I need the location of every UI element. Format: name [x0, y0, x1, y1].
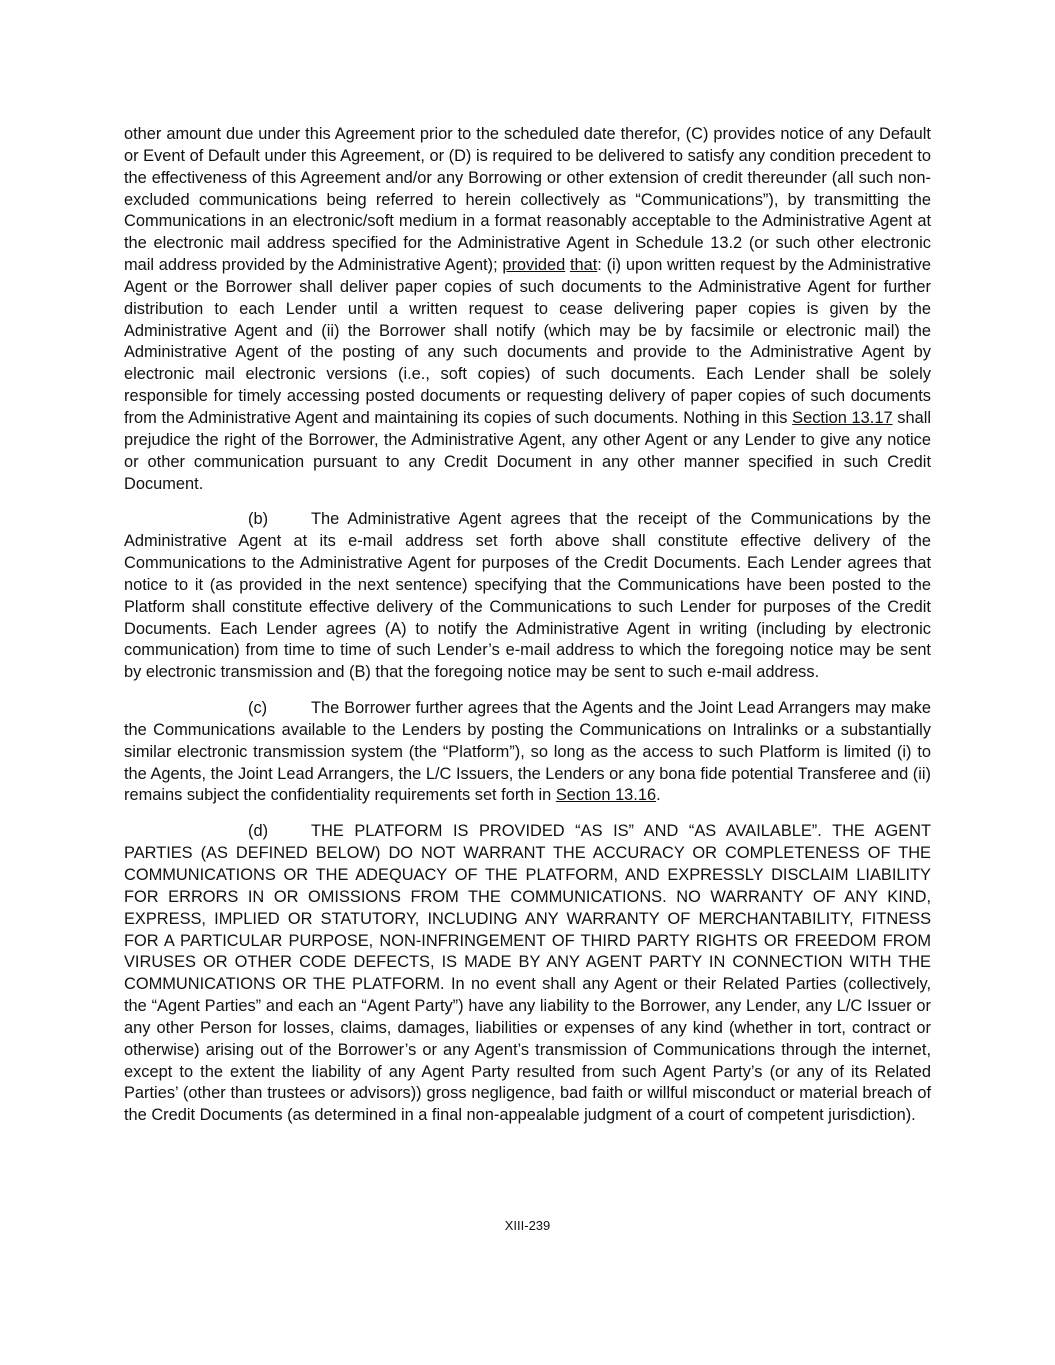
that-term: that [569, 256, 598, 275]
paragraph-c [124, 698, 931, 807]
paragraph-text: : (i) upon written request by the Administrative Agent or the Borrower shall deliver paper copies of such documents to the Administrative Agent for further distribution to each Lender until a written request to cease delivering paper copies is given by the Administrative Agent and (ii) the Borrower shall notify (which may be by facsimile or electronic mail) the Administrative Agent of the posting of any such documents and provide to the Administrative Agent by electronic mail electronic versions (i.e., soft copies) of such documents. Each Lender shall be solely responsible for timely accessing posted documents or requesting delivery of paper copies of such documents from the Administrative Agent and maintaining its copies of such documents. Nothing in this [124, 256, 931, 427]
paragraph-a-continuation [124, 124, 931, 495]
section-reference: Section 13.16 [555, 786, 657, 805]
paragraph-text: shall prejudice the right of the Borrower, the Administrative Agent, any other Agent or any Lender to give any notice or other communication pursuant to any Credit Document in any other manner specified in such Credit Document. [124, 408, 931, 493]
paragraph-label: (b) [248, 510, 269, 529]
paragraph-label: (c) [248, 699, 268, 718]
paragraph-text: other amount due under this Agreement prior to the scheduled date therefor, (C) provides notice of any Default or Event of Default under this Agreement, or (D) is required to be delivered to satisfy any condition precedent to the effectiveness of this Agreement and/or any Borrowing or other extension of credit thereunder (all such non-excluded communications being referred to herein collectively as “Communications”), by transmitting the Communications in an electronic/soft medium in a format reasonably acceptable to the Administrative Agent at the electronic mail address specified for the Administrative Agent in Schedule 13.2 (or such other electronic mail address provided by the Administrative Agent); [124, 125, 931, 275]
provided-term: provided [502, 256, 566, 275]
paragraph-label: (d) [248, 822, 269, 841]
document-body [124, 124, 931, 1141]
paragraph-b [124, 509, 931, 684]
paragraph-text: The Administrative Agent agrees that the receipt of the Communications by the Administrative Agent at its e-mail address set forth above shall constitute effective delivery of the Communications to the Administrative Agent for purposes of the Credit Documents. Each Lender agrees that notice to it (as provided in the next sentence) specifying that the Communications have been posted to the Platform shall constitute effective delivery of the Communications to such Lender for purposes of the Credit Documents. Each Lender agrees (A) to notify the Administrative Agent in writing (including by electronic communication) from time to time of such Lender’s e-mail address to which the foregoing notice may be sent by electronic transmission and (B) that the foregoing notice may be sent to such e-mail address. [124, 510, 931, 682]
page-number: XIII-239 [504, 1218, 551, 1233]
section-reference: Section 13.17 [792, 408, 893, 427]
paragraph-text: THE PLATFORM IS PROVIDED “AS IS” AND “AS AVAILABLE”. THE AGENT PARTIES (AS DEFINED BELOW) DO NOT WARRANT THE ACCURACY OR COMPLETENESS OF THE COMMUNICATIONS OR THE ADEQUACY OF THE PLATFORM, AND EXPRESSLY DISCLAIM LIABILITY FOR ERRORS IN OR OMISSIONS FROM THE COMMUNICATIONS. NO WARRANTY OF ANY KIND, EXPRESS, IMPLIED OR STATUTORY, INCLUDING ANY WARRANTY OF MERCHANTABILITY, FITNESS FOR A PARTICULAR PURPOSE, NON-INFRINGEMENT OF THIRD PARTY RIGHTS OR FREEDOM FROM VIRUSES OR OTHER CODE DEFECTS, IS MADE BY ANY AGENT PARTY IN CONNECTION WITH THE COMMUNICATIONS OR THE PLATFORM. In no event shall any Agent or their Related Parties (collectively, the “Agent Parties” and each an “Agent Party”) have any liability to the Borrower, any Lender, any L/C Issuer or any other Person for losses, claims, damages, liabilities or expenses of any kind (whether in tort, contract or otherwise) arising out of the Borrower’s or any Agent’s transmission of Communications through the internet, except to the extent the liability of any Agent Party resulted from such Agent Party’s (or any of its Related Parties’ (other than trustees or advisors)) gross negligence, bad faith or willful misconduct or material breach of the Credit Documents (as determined in a final non-appealable judgment of a court of competent jurisdiction). [124, 822, 931, 1125]
paragraph-d [124, 821, 931, 1127]
paragraph-text: . [656, 786, 661, 805]
paragraph-text: The Borrower further agrees that the Agents and the Joint Lead Arrangers may make the Communications available to the Lenders by posting the Communications on Intralinks or a substantially similar electronic transmission system (the “Platform”), so long as the access to such Platform is limited (i) to the Agents, the Joint Lead Arrangers, the L/C Issuers, the Lenders or any bona fide potential Transferee and (ii) remains subject the confidentiality requirements set forth in [124, 699, 931, 805]
